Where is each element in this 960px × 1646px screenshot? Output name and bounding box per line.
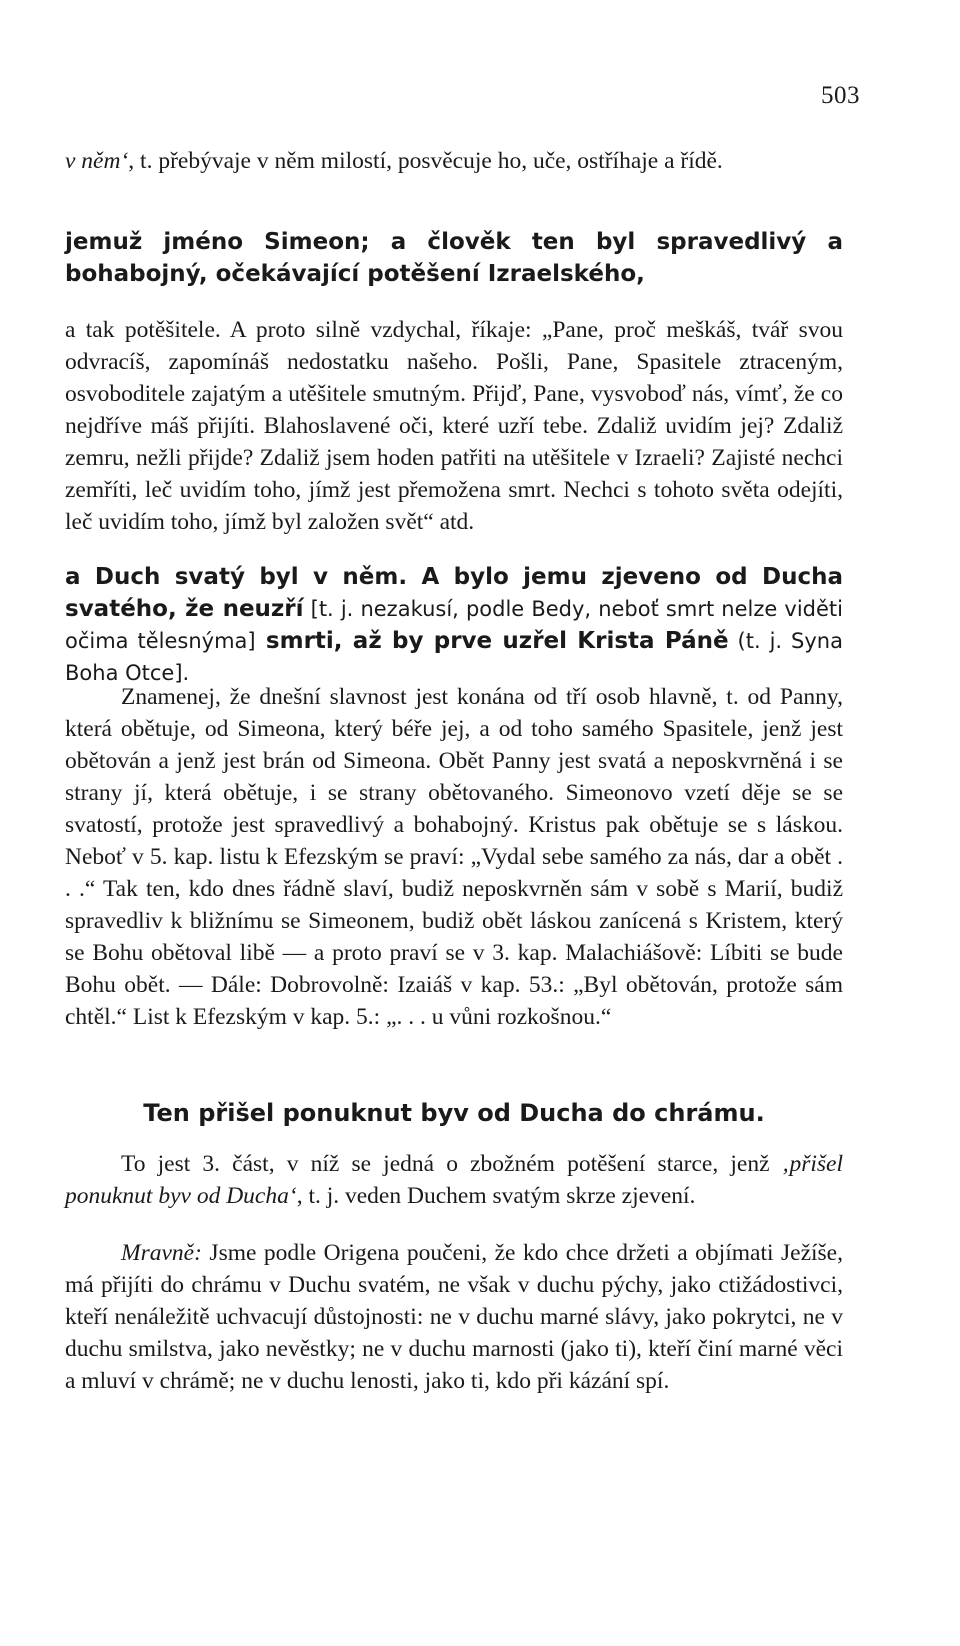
paragraph-text: Jsme podle Origena poučeni, že kdo chce držeti a objímati Ježíše, má přijíti do chrámu v Duchu svatém, ne však v duchu pýchy, jako ctižádostivci, kteří nenáležitě uchvacují důstojnosti: ne v duchu marné slávy, jako pokrytci, ne v duchu smilstva, jako nevěstky; ne v duchu marnosti (jako ti), kteří činí marné věci a mluví v chrámě; ne v duchu lenosti, jako ti, kdo při kázání spí. xyxy=(65,1240,843,1394)
scripture-bold: smrti, až by prve uzřel Krista Páně xyxy=(255,628,729,654)
paragraph-simeon-prayer xyxy=(65,314,843,538)
paragraph-treti-cast xyxy=(65,1148,843,1212)
paragraph-text: a tak potěšitele. A proto silně vzdychal, říkaje: „Pane, proč meškáš, tvář svou odvracíš, zapomínáš nedostatku našeho. Pošli, Pane, Spasitele ztraceným, osvoboditele zajatým a utěšitele smutným. Přijď, Pane, vysvoboď nás, vímť, že co nejdříve máš přijíti. Blahoslavené oči, které uzří tebe. Zdaliž uvidím jej? Zdaliž zemru, nežli přijde? Zdaliž jsem hoden patřiti na utěšitele v Izraeli? Zajisté nechci zemříti, leč uvidím toho, jímž jest přemožena smrt. Nechci s tohoto světa odejíti, leč uvidím toho, jímž byl založen svět“ atd. xyxy=(65,317,843,535)
paragraph-gloss-v-nem xyxy=(65,145,843,177)
section-heading: Ten přišel ponuknut byv od Ducha do chrámu. xyxy=(143,1099,765,1127)
paragraph-text: Znamenej, že dnešní slavnost jest konána od tří osob hlavně, t. od Panny, která obětuje, od Simeona, který béře jej, a od toho samého Spasitele, jenž jest obětován a jenž jest brán od Simeona. Obět Panny jest svatá a neposkvrněná i se strany jí, která obětuje, i se strany obětovaného. Simeonovo vzetí děje se se svatostí, protože jest spravedlivý a bohabojný. Kristus pak obětuje se s láskou. Neboť v 5. kap. listu k Efezským se praví: „Vydal sebe samého za nás, dar a obět . . .“ Tak ten, kdo dnes řádně slaví, budiž neposkvrněn sám v sobě s Marií, budiž spravedliv k bližnímu se Simeonem, budiž obět láskou zanícená s Kristem, který se Bohu obětoval libě — a proto praví se v 3. kap. Malachiášově: Líbiti se bude Bohu obět. — Dále: Dobrovolně: Izaiáš v kap. 53.: „Byl obětován, protože sám chtěl.“ List k Efezským v kap. 5.: „. . . u vůni rozkošnou.“ xyxy=(65,684,843,1030)
scripture-quote-simeon: jemuž jméno Simeon; a člověk ten byl spravedlivý a bohabojný, očekávající potěšení Izraelského, xyxy=(65,229,843,287)
scripture-gloss: [t. j. nezakusí, podle Bedy, neboť smrt nelze viděti očima tělesnýma] xyxy=(65,597,843,653)
italic-lemma: v něm‘ xyxy=(65,148,129,174)
paragraph-text: , t. j. veden Duchem svatým skrze zjevení. xyxy=(296,1183,696,1209)
paragraph-text: , t. přebývaje v něm milostí, posvěcuje ho, uče, ostříhaje a řídě. xyxy=(128,148,723,174)
italic-label: Mravně: xyxy=(121,1240,202,1266)
paragraph-mravne xyxy=(65,1237,843,1397)
paragraph-znamenej xyxy=(65,681,843,1033)
scripture-bold: a Duch svatý byl v něm. A bylo jemu zjeveno od Ducha svatého, že neuzří xyxy=(65,564,843,622)
italic-quote: ‚přišel ponuknut byv od Ducha‘ xyxy=(65,1151,843,1209)
page-number: 503 xyxy=(821,82,860,109)
scripture-quote-duch-svaty xyxy=(65,561,843,689)
paragraph-text: To jest 3. část, v níž se jedná o zbožném potěšení starce, jenž xyxy=(121,1151,782,1177)
scripture-gloss: (t. j. Syna Boha Otce]. xyxy=(65,629,843,685)
